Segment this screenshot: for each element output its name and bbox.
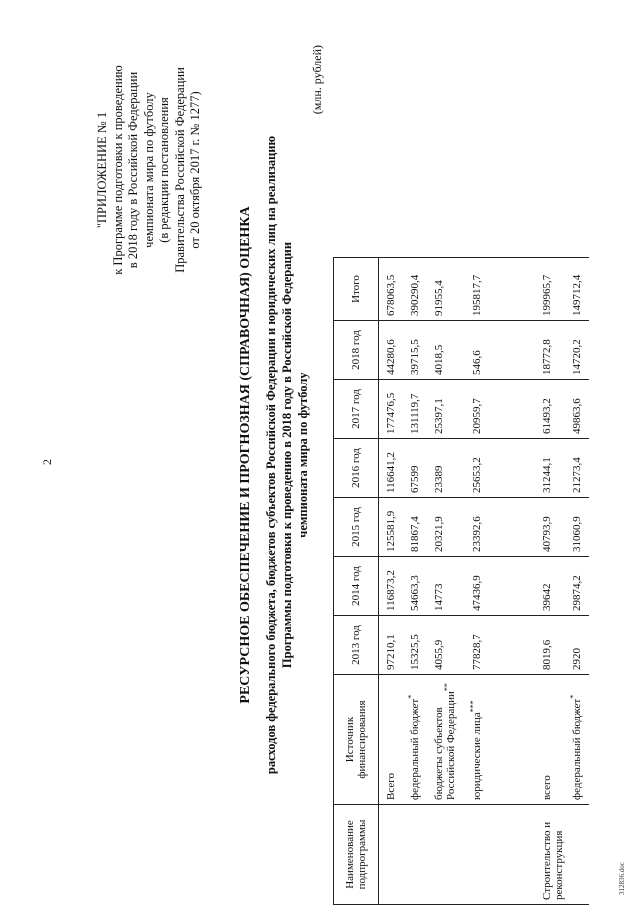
appendix-line: (в редакции постановления [157,97,171,243]
value-cell: 20959,7 [465,380,535,439]
value-cell: 14773 [427,557,465,616]
column-header: Источник финансирования [334,675,379,805]
value-cell: 116641,2 [379,439,403,498]
value-cell: 25397,1 [427,380,465,439]
appendix-block [95,35,204,305]
value-cell: 39642 [535,557,565,616]
value-cell: 116873,2 [379,557,403,616]
source-label: всего [540,775,553,800]
value-cell: 18772,8 [535,321,565,380]
source-label: юридические лица [470,712,483,800]
source-cell [427,675,465,805]
value-cell: 23389 [427,439,465,498]
subtitle-line: расходов федерального бюджета, бюджетов субъектов Российской Федерации и юридических лиц на реализацию [264,135,278,775]
value-cell: 177476,5 [379,380,403,439]
subtitle-line: чемпионата мира по футболу [296,372,310,538]
appendix-title: "ПРИЛОЖЕНИЕ № 1 [95,111,109,229]
value-cell: 97210,1 [379,616,403,675]
page-number: 2 [40,459,54,465]
table-row [427,258,465,905]
column-header: 2014 год [334,557,379,616]
footnote-mark: ** [441,683,451,692]
source-cell [379,675,403,805]
table-row [535,258,565,905]
appendix-line: к Программе подготовки к проведению [110,65,125,275]
value-cell: 21273,4 [565,439,589,498]
footnote-mark: * [567,694,577,699]
table-row [403,258,427,905]
table-row [379,258,403,905]
column-header: 2015 год [334,498,379,557]
document-subtitle [263,45,311,865]
appendix-line: от 20 октября 2017 г. № 1277) [188,91,202,249]
value-cell: 149712,4 [565,258,589,321]
source-label: федеральный бюджет [408,698,421,800]
source-cell [465,675,535,805]
value-cell: 77828,7 [465,616,535,675]
value-cell: 61493,2 [535,380,565,439]
source-cell [535,675,565,805]
table-row [465,258,535,905]
table-header-row [334,258,379,905]
value-cell: 44280,6 [379,321,403,380]
subprogram-cell [379,805,403,905]
value-cell: 39715,5 [403,321,427,380]
column-header: 2017 год [334,380,379,439]
table-row [565,258,589,905]
value-cell: 131119,7 [403,380,427,439]
value-cell: 47436,9 [465,557,535,616]
column-header: Наименование подпрограммы [334,805,379,905]
appendix-line: Правительства Российской Федерации [172,67,187,273]
value-cell: 390290,4 [403,258,427,321]
value-cell: 4055,9 [427,616,465,675]
source-cell [403,675,427,805]
value-cell: 14720,2 [565,321,589,380]
source-label: Всего [385,773,397,800]
subprogram-cell [565,805,589,905]
value-cell: 81867,4 [403,498,427,557]
value-cell: 199965,7 [535,258,565,321]
source-cell [565,675,589,805]
column-header: 2018 год [334,321,379,380]
value-cell: 49863,6 [565,380,589,439]
value-cell: 91955,4 [427,258,465,321]
column-header: 2016 год [334,439,379,498]
value-cell: 40793,9 [535,498,565,557]
value-cell: 8019,6 [535,616,565,675]
funding-table [333,257,589,905]
subprogram-cell [403,805,427,905]
value-cell: 67599 [403,439,427,498]
value-cell: 23392,6 [465,498,535,557]
subtitle-line: Программы подготовки к проведению в 2018 году в Российской Федерации [280,241,294,669]
appendix-line: в 2018 году в Российской Федерации [126,71,140,269]
source-label: федеральный бюджет [570,698,583,800]
value-cell: 125581,9 [379,498,403,557]
footnote-mark: * [405,694,415,699]
value-cell: 54663,3 [403,557,427,616]
column-header: Итого [334,258,379,321]
subprogram-cell: Строительство и реконструкция [535,805,565,905]
value-cell: 4018,5 [427,321,465,380]
value-cell: 29874,2 [565,557,589,616]
document-title: РЕСУРСНОЕ ОБЕСПЕЧЕНИЕ И ПРОГНОЗНАЯ (СПРАВОЧНАЯ) ОЦЕНКА [238,206,253,704]
value-cell: 678063,5 [379,258,403,321]
value-cell: 15325,5 [403,616,427,675]
value-cell: 546,6 [465,321,535,380]
value-cell: 20321,9 [427,498,465,557]
column-header: 2013 год [334,616,379,675]
units-label: (млн. рублей) [310,45,324,115]
value-cell: 31060,9 [565,498,589,557]
subprogram-cell [427,805,465,905]
value-cell: 2920 [565,616,589,675]
appendix-line: чемпионата мира по футболу [141,92,156,248]
source-label: бюджеты субъектов Российской Федерации [432,691,457,800]
value-cell: 31244,1 [535,439,565,498]
subprogram-cell [465,805,535,905]
value-cell: 25653,2 [465,439,535,498]
footnote-mark: *** [467,700,477,713]
value-cell: 195817,7 [465,258,535,321]
document-code: 312836.doc [618,862,626,895]
